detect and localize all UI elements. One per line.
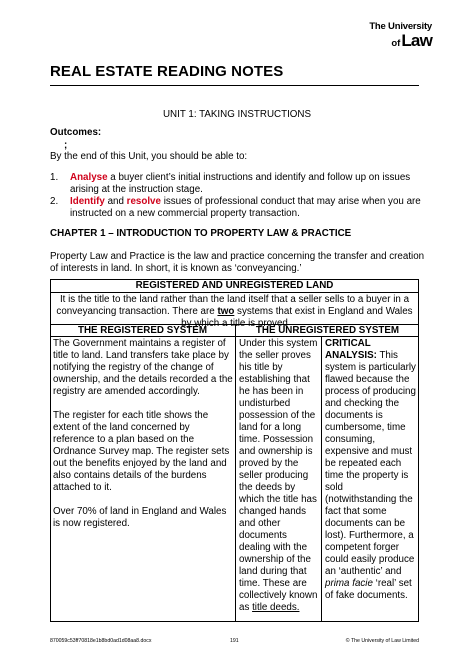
outcome-body: a buyer client’s initial instructions and identify and follow up on issues arising at the instruction stage. [70,172,411,195]
outcomes-semicolon: ; [64,140,68,151]
table-intro-text: It is the title to the land rather than the land itself that a seller sells to a buyer in a conveyancing transaction. There are [56,294,410,317]
outcome-number: 2. [50,196,59,207]
unregistered-system-text [239,338,319,614]
title-deeds-term: title deeds. [252,602,300,613]
outcome-text [70,172,430,196]
footer-page-number: 191 [230,638,239,644]
chapter-heading: CHAPTER 1 – INTRODUCTION TO PROPERTY LAW & PRACTICE [50,228,352,239]
critical-analysis-italic: prima facie [325,578,373,589]
chapter-paragraph: Property Law and Practice is the law and practice concerning the transfer and creation of interests in land. In short, it is known as ‘conveyancing.’ [50,251,425,274]
outcome-conjunction: and [104,196,127,207]
logo-line-1: The University [369,21,432,32]
outcome-body: issues of professional conduct that may arise when you are instructed on a new commercial property transaction. [70,196,421,219]
outcomes-label: Outcomes: [50,127,102,138]
critical-analysis-body: This system is particularly flawed because the process of producing and checking the documents is cumbersome, time consuming, expensive and must be repeated each time the property is sold (notwithstanding the fact that some documents can be lost). Furthermore, a competent forger could easily produce an ‘authentic’ and [325,350,416,577]
unregistered-system-heading: THE UNREGISTERED SYSTEM [255,325,400,336]
unregistered-body: Under this system the seller proves his title by establishing that he has been in undisturbed possession of the land for a long time. Possession and ownership is proved by the seller producing the deeds by which the title has changed hands and other documents dealing with the ownership of the land during that time. These are collectively known as [239,338,318,613]
university-logo [369,22,432,50]
table-column-divider [321,336,322,622]
footer-copyright: © The University of Law Limited [345,638,419,644]
footer-filename: 870059c53ff70818e1b8bd0ad1d08aa8.docx [50,638,152,644]
table-intro-emphasis: two [217,306,235,317]
registered-system-text [53,338,233,530]
table-heading: REGISTERED AND UNREGISTERED LAND [135,280,334,291]
page-title: REAL ESTATE READING NOTES [50,63,284,80]
critical-analysis-label: CRITICAL ANALYSIS: [325,338,377,361]
critical-analysis-text [325,338,417,602]
logo-line-3: Law [401,30,432,50]
registered-system-heading: THE REGISTERED SYSTEM [77,325,207,336]
outcome-number: 1. [50,172,59,183]
outcome-verb: resolve [126,196,161,207]
outcome-text [70,196,430,220]
table-intro-text: systems that exist in England and Wales by which a title is proved [181,306,413,329]
outcome-verb: Analyse [70,172,108,183]
critical-analysis-body: ‘real’ set of fake documents. [325,578,412,601]
unit-heading: UNIT 1: TAKING INSTRUCTIONS [162,109,312,120]
title-rule [50,85,419,86]
registered-paragraph: Over 70% of land in England and Wales is now registered. [53,506,227,529]
outcomes-intro: By the end of this Unit, you should be able to: [50,151,248,162]
table-column-divider [235,324,236,622]
logo-line-2: of [391,37,401,49]
outcome-verb: Identify [70,196,105,207]
registered-paragraph: The Government maintains a register of title to land. Land transfers take place by notifying the registry of the change of ownership, and the details recorded a the registry are amended accordingly. [53,338,233,397]
land-systems-table [50,279,419,622]
registered-paragraph: The register for each title shows the extent of the land concerned by reference to a plan based on the Ordnance Survey map. The register sets out the benefits enjoyed by the land and also contains details of the burdens attached to it. [53,410,230,493]
table-divider [50,292,419,293]
